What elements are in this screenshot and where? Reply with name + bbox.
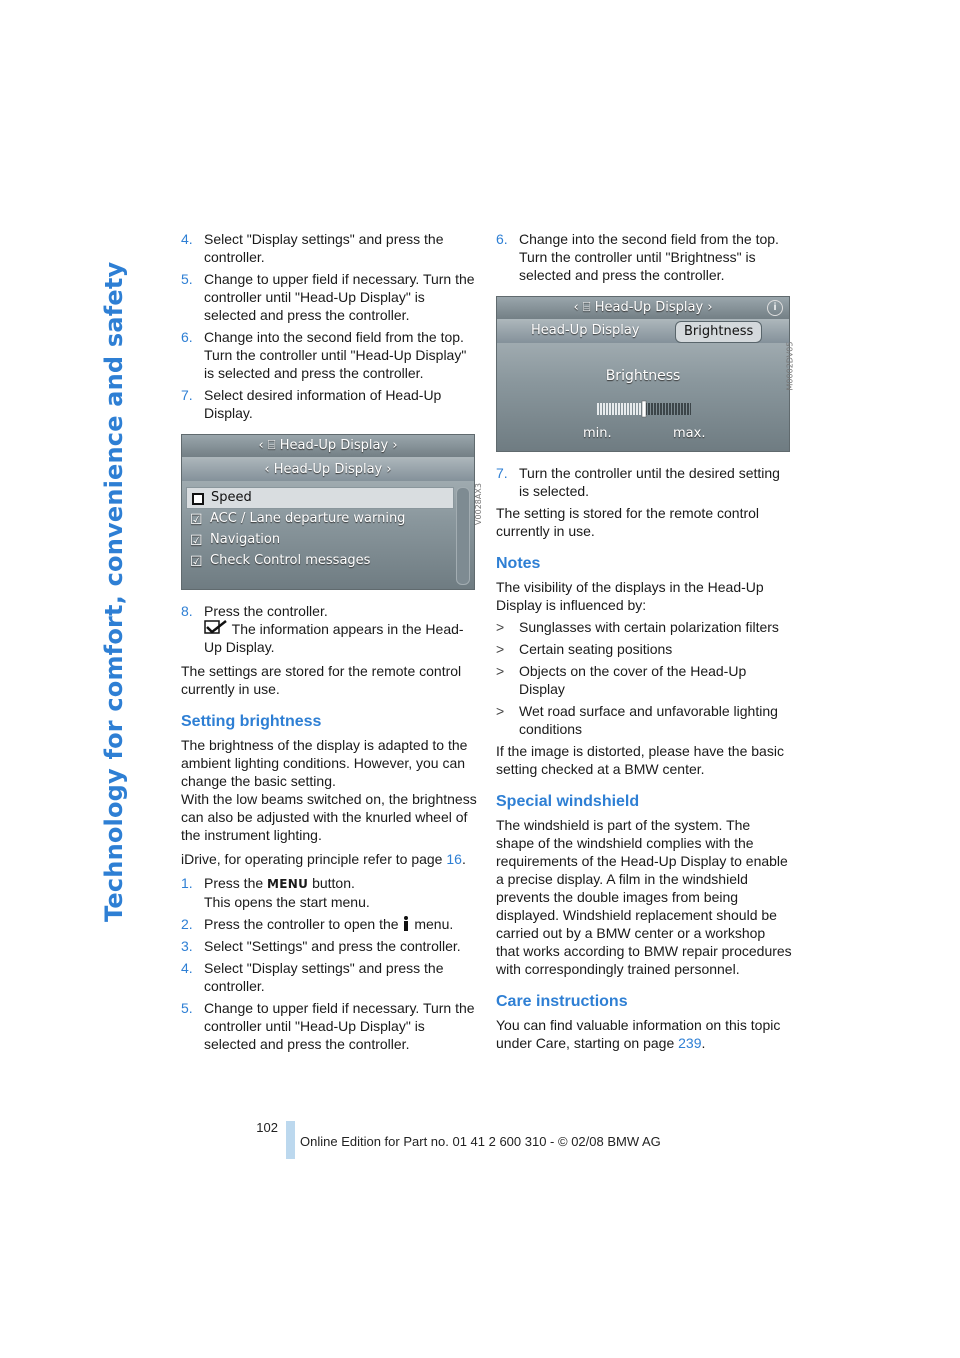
paragraph: The windshield is part of the system. The shape of the windshield complies with the requirements of the Head-Up Display to enable a precise display. A film in the windshield prevents the double images from being displayed. Windshield replacement should be carried out by a BMW center or a workshop that works according to BMW repair procedures with correspondingly trained personnel.: [496, 817, 792, 977]
step-item: 4. Select "Display settings" and press the controller.: [181, 960, 444, 994]
step-item: 5. Change to upper field if necessary. Turn the controller until "Head-Up Display" is selected and press the controller.: [181, 1000, 475, 1052]
screen-top-bar: ‹ ⌸ Head-Up Display ›: [497, 297, 789, 319]
paragraph: With the low beams switched on, the brightness can also be adjusted with the knurled wheel of the instrument lighting.: [181, 791, 477, 843]
paragraph: The settings are stored for the remote control currently in use.: [181, 663, 462, 697]
checkbox-empty-icon: [192, 493, 204, 505]
menu-button-icon: MENU: [267, 877, 309, 891]
paragraph: The setting is stored for the remote control currently in use.: [496, 505, 760, 539]
slider-fill: [597, 403, 644, 415]
checkbox-checked-icon: ☑: [190, 554, 203, 570]
slider-knob: [642, 401, 646, 417]
tab-head-up-display: Head-Up Display: [531, 323, 640, 338]
step-detail: The information appears in the Head-Up Display.: [204, 621, 464, 655]
section-heading-care: Care instructions: [496, 993, 628, 1010]
screen-list-item: ☑ ACC / Lane departure warning: [190, 511, 406, 528]
image-code: M0002DV05: [785, 341, 795, 391]
bullet-marker: >: [496, 663, 505, 679]
section-heading-windshield: Special windshield: [496, 793, 640, 810]
paragraph: If the image is distorted, please have the basic setting checked at a BMW center.: [496, 743, 784, 777]
step-item: 6. Change into the second field from the top. Turn the controller until "Brightness" is selected and press the controller.: [496, 231, 779, 283]
bullet-marker: >: [496, 703, 505, 719]
paragraph: The visibility of the displays in the Head-Up Display is influenced by:: [496, 579, 764, 613]
step-item: 7. Turn the controller until the desired setting is selected.: [496, 465, 780, 499]
brightness-label: Brightness: [605, 368, 681, 384]
list-item: > Objects on the cover of the Head-Up Display: [496, 663, 747, 697]
footer-accent-bar: [286, 1121, 295, 1159]
hud-menu-screenshot: [181, 434, 484, 590]
section-heading-notes: Notes: [496, 555, 541, 572]
right-column: [496, 230, 795, 1056]
step-item: 4. Select "Display settings" and press the controller.: [181, 231, 444, 265]
paragraph: You can find valuable information on this topic under Care, starting on page 239.: [496, 1017, 781, 1051]
side-section-title: [90, 232, 160, 922]
page-number: 102: [256, 1120, 278, 1135]
scale-max-label: max.: [673, 426, 706, 441]
edition-text: Online Edition for Part no. 01 41 2 600 310 - © 02/08 BMW AG: [300, 1134, 661, 1149]
checkbox-checked-icon: ☑: [190, 512, 203, 528]
step-item: 2. Press the controller to open the menu.: [181, 916, 454, 932]
step-item: 3. Select "Settings" and press the controller.: [181, 938, 461, 954]
step-item: 5. Change to upper field if necessary. Turn the controller until "Head-Up Display" is selected and press the controller.: [181, 271, 475, 323]
left-column: [181, 230, 484, 1057]
step-item: 1. Press the MENU button. This opens the start menu.: [181, 875, 370, 910]
list-item: > Sunglasses with certain polarization filters: [496, 619, 779, 635]
slider-track: [644, 403, 691, 415]
screen-scrollbar: [456, 487, 470, 585]
brightness-screenshot: [496, 296, 795, 452]
page-link[interactable]: 16: [446, 851, 462, 867]
bullet-marker: >: [496, 641, 505, 657]
image-code: V0028AX3: [474, 483, 484, 525]
screen-second-bar: ‹ Head-Up Display ›: [182, 459, 474, 481]
bullet-marker: >: [496, 619, 505, 635]
scale-min-label: min.: [583, 426, 612, 441]
paragraph: The brightness of the display is adapted to the ambient lighting conditions. However, you can change the basic setting.: [181, 737, 468, 789]
page-link[interactable]: 239: [678, 1035, 702, 1051]
info-icon: [402, 916, 410, 931]
side-section-title-text: Technology for comfort, convenience and safety: [100, 261, 128, 922]
tab-brightness: Brightness: [675, 321, 762, 343]
checkbox-checked-icon: ☑: [190, 533, 203, 549]
checkmark-icon: [204, 620, 228, 636]
list-item: > Wet road surface and unfavorable lighting conditions: [496, 703, 778, 737]
info-circle-icon: i: [767, 300, 783, 316]
screen-list-item: ☑ Navigation: [190, 532, 281, 549]
list-item: > Certain seating positions: [496, 641, 673, 657]
step-item: 8. Press the controller.: [181, 603, 328, 619]
section-heading-brightness: Setting brightness: [181, 713, 322, 730]
brightness-slider: [597, 403, 691, 415]
paragraph: iDrive, for operating principle refer to page 16.: [181, 851, 466, 867]
screen-list-item: ☑ Check Control messages: [190, 553, 371, 570]
screen-list-item: Speed: [186, 487, 454, 509]
step-item: 7. Select desired information of Head-Up Display.: [181, 387, 442, 421]
screen-top-bar: ‹ ⌸ Head-Up Display ›: [182, 435, 474, 457]
step-item: 6. Change into the second field from the top. Turn the controller until "Head-Up Display" is selected and press the controller.: [181, 329, 467, 381]
